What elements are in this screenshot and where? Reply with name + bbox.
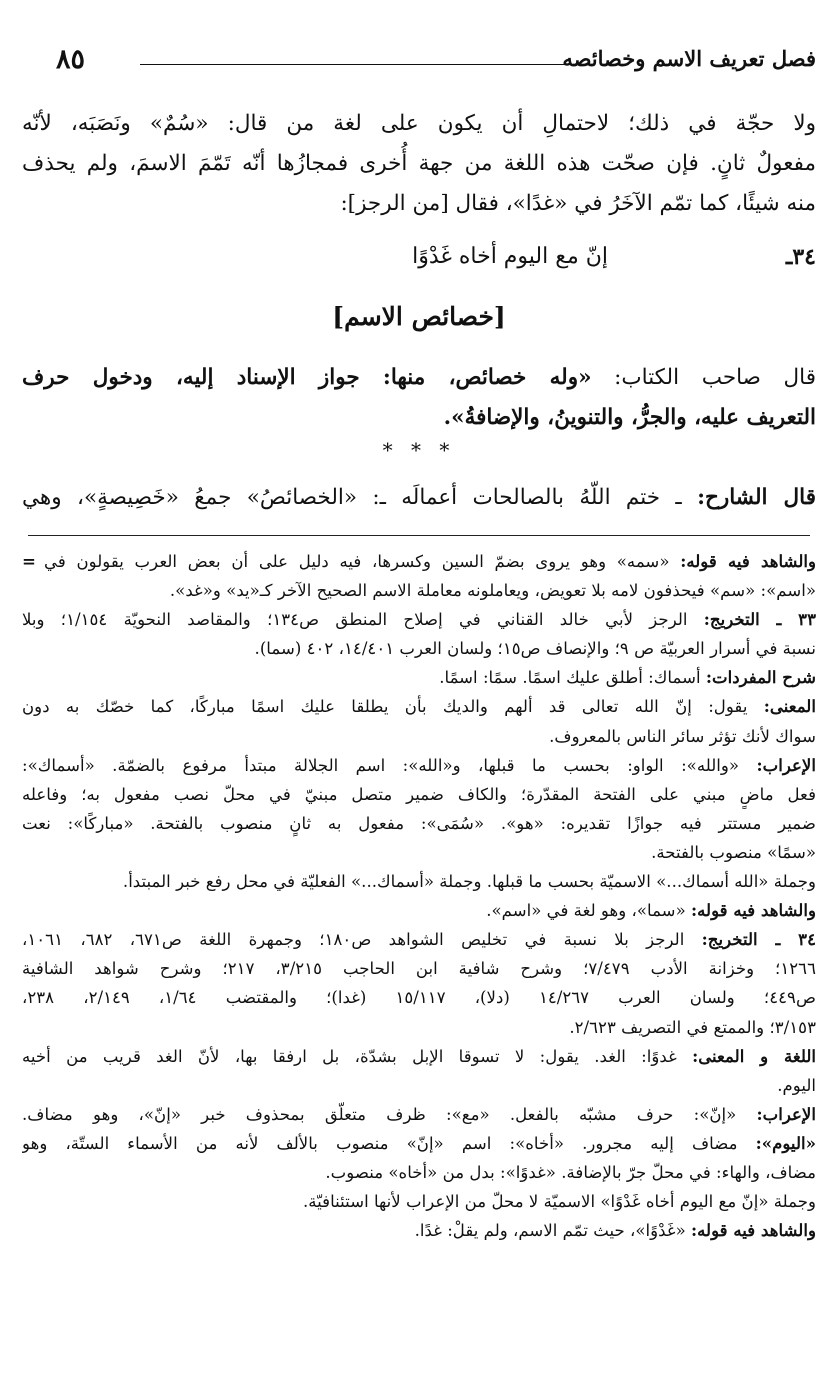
footnote-line	[22, 663, 816, 692]
footnote-line	[22, 954, 816, 983]
verse-34	[22, 244, 816, 284]
footnote-line	[22, 925, 816, 954]
quote-lead: قال صاحب الكتاب:	[614, 365, 816, 390]
main-text	[22, 104, 816, 224]
footnote-text: الرجز بلا نسبة في تخليص الشواهد ص١٨٠؛ وجمهرة اللغة ص٦٧١، ٦٨٢، ١٠٦١،	[22, 930, 685, 950]
footnote-text: ٣/١٥٣؛ والممتع في التصريف ٢/٦٢٣.	[569, 1017, 816, 1037]
commentary-text: ـ ختم اللّهُ بالصالحات أعمالَه ـ: «الخصائصُ» جمعُ «خَصِيصةٍ»، وهي	[22, 485, 682, 510]
footnote-text: وجملة «الله أسماك...» الاسميّة بحسب ما قبلها. وجملة «أسماك...» الفعليّة في محل رفع خبر المبتدأ.	[122, 872, 816, 892]
footnote-text: «غَدْوًا»، حيث تمّم الاسم، ولم يقلْ: غدًا.	[414, 1221, 686, 1241]
commentary-lead: قال الشارح:	[697, 485, 816, 510]
footnote-line	[22, 838, 816, 867]
footnote-line	[22, 983, 816, 1012]
footnote-line	[22, 634, 816, 663]
footnote-line	[22, 1129, 816, 1158]
footnote-line	[22, 1013, 816, 1042]
footnote-text: غدوًا: الغد. يقول: لا تسوقا الإبل بشدّة، بل ارفقا بها، لأنّ الغد قريب من أخيه	[22, 1046, 677, 1066]
footnote-label: المعنى:	[763, 696, 816, 717]
footnote-text: ضمير مستتر فيه جوازًا تقديره: «هو». «سُمَى»: مفعول به ثانٍ منصوب بالفتحة. «مباركًا»: نعت	[22, 813, 816, 833]
header-rule	[140, 64, 580, 65]
footnote-text: اليوم.	[777, 1075, 816, 1095]
main-line: مفعولٌ ثانٍ. فإن صحّت هذه اللغة من جهة أُخرى فمجازُها أنّه تَمّمَ الاسمَ، ولم يحذف	[22, 151, 816, 176]
verse-text: إنّ مع اليوم أخاه غَدْوًا	[412, 244, 608, 269]
footnote-line	[22, 605, 816, 634]
footnote-text: «إنّ»: حرف مشبّه بالفعل. «مع»: ظرف متعلّق بمحذوف خبر «إنّ»، وهو مضاف.	[22, 1104, 737, 1124]
running-header	[48, 44, 816, 78]
footnote-line	[22, 722, 816, 751]
footnote-text: فعل ماضٍ مبني على الفتحة المقدّرة؛ والكاف ضمير متصل مبنيّ في محلّ نصب مفعول به؛ وفاعله	[22, 784, 816, 804]
footnote-line	[22, 547, 816, 576]
footnote-text: مضاف إليه مجرور. «أخاه»: اسم «إنّ» منصوب بالألف لأنه من الأسماء الستّة، وهو	[22, 1133, 738, 1153]
footnote-text: أسماك: أطلق عليك اسمًا. سمًا: اسمًا.	[439, 668, 701, 688]
commentary	[22, 478, 816, 518]
main-line: ولا حجّة في ذلك؛ لاحتمالِ أن يكون على لغة من قال: «سُمٌ» ونَصَبَه، لأنّه	[22, 111, 816, 136]
footnote-label: ٣٣ ـ التخريج:	[703, 609, 816, 630]
footnote-line	[22, 1071, 816, 1100]
footnote-separator	[28, 535, 810, 536]
footnote-label: والشاهد فيه قوله:	[691, 1220, 816, 1241]
footnote-label: ٣٤ ـ التخريج:	[701, 929, 816, 950]
footnote-label: «اليوم»:	[755, 1132, 816, 1153]
footnote-label: والشاهد فيه قوله:	[691, 900, 816, 921]
footnote-text: سواك لأنك تؤثر سائر الناس بالمعروف.	[549, 726, 816, 746]
footnotes	[22, 547, 816, 1245]
footnote-text: «سمه» وهو يروى بضمّ السين وكسرها، فيه دليل على أن بعض العرب يقولون في	[44, 552, 670, 571]
footnote-line	[22, 1187, 816, 1216]
footnote-text: وجملة «إنّ مع اليوم أخاه غَدْوًا» الاسميّة لا محلّ من الإعراب لأنها استئنافيّة.	[303, 1192, 816, 1212]
footnote-text: ١٢٦٦؛ وخزانة الأدب ٧/٤٧٩؛ وشرح شافية ابن الحاجب ٣/٢١٥، ٢١٧؛ وشرح شواهد الشافية	[22, 959, 816, 979]
footnote-line	[22, 751, 816, 780]
footnote-text: ص٤٤٩؛ ولسان العرب ١٤/٢٦٧ (دلا)، ١٥/١١٧ (غدا)؛ والمقتضب ١/٦٤، ٢/١٤٩، ٢٣٨،	[22, 988, 816, 1008]
footnote-line	[22, 692, 816, 721]
footnote-text: «اسم»: «سم» فيحذفون لامه بلا تعويض، ويعاملونه معاملة الاسم الصحيح الآخر كـ«يد» و«غد».	[169, 581, 816, 601]
verse-number: ٣٤ـ	[785, 244, 816, 270]
separator-stars: * * *	[382, 438, 456, 462]
footnote-text: الرجز لأبي خالد القناني في إصلاح المنطق ص١٣٤؛ والمقاصد النحويّة ١/١٥٤؛ وبلا	[22, 610, 688, 630]
footnote-line	[22, 780, 816, 809]
footnote-line	[22, 576, 816, 605]
footnote-label: اللغة و المعنى:	[692, 1045, 816, 1066]
footnote-label: والشاهد فيه قوله:	[680, 551, 816, 571]
footnote-text: يقول: إنّ الله تعالى قد ألهم والديك بأن يطلقا عليك اسمًا مباركًا، كما خصّك به دون	[22, 697, 748, 717]
footnote-line	[22, 1158, 816, 1187]
footnote-text: «سمًا» منصوب بالفتحة.	[651, 842, 816, 862]
footnote-line	[22, 1100, 816, 1129]
footnote-label: شرح المفردات:	[705, 667, 816, 688]
footnote-line	[22, 867, 816, 896]
quote-text: التعريف عليه، والجرُّ، والتنوينُ، والإضافةُ».	[443, 405, 816, 430]
footnote-label: الإعراب:	[756, 754, 816, 775]
footnote-text: «سما»، وهو لغة في «اسم».	[486, 901, 686, 921]
quote-text: «وله خصائص، منها: جواز الإسناد إليه، ودخول حرف	[22, 365, 592, 390]
section-title: [خصائص الاسم]	[332, 302, 506, 331]
main-line: منه شيئًا، كما تمّم الآخَرُ في «غدًا»، فقال [من الرجز]:	[340, 191, 816, 216]
continuation-mark: =	[22, 551, 36, 571]
page-number: ٨٥	[56, 44, 86, 75]
footnote-line	[22, 809, 816, 838]
footnote-text: «والله»: الواو: بحسب ما قبلها، و«الله»: اسم الجلالة مبتدأ مرفوع بالضمّة. «أسماك»:	[22, 755, 740, 775]
footnote-label: الإعراب:	[756, 1103, 816, 1124]
running-title: فصل تعريف الاسم وخصائصه	[562, 46, 816, 71]
author-quote	[22, 358, 816, 438]
footnote-text: مضاف، والهاء: في محلّ جرّ بالإضافة. «غدوًا»: بدل من «أخاه» منصوب.	[325, 1162, 816, 1182]
footnote-line	[22, 1042, 816, 1071]
footnote-text: نسبة في أسرار العربيّة ص ٩؛ والإنصاف ص١٥؛ ولسان العرب ١٤/٤٠١، ٤٠٢ (سما).	[254, 639, 816, 659]
footnote-line	[22, 1216, 816, 1245]
footnote-line	[22, 896, 816, 925]
